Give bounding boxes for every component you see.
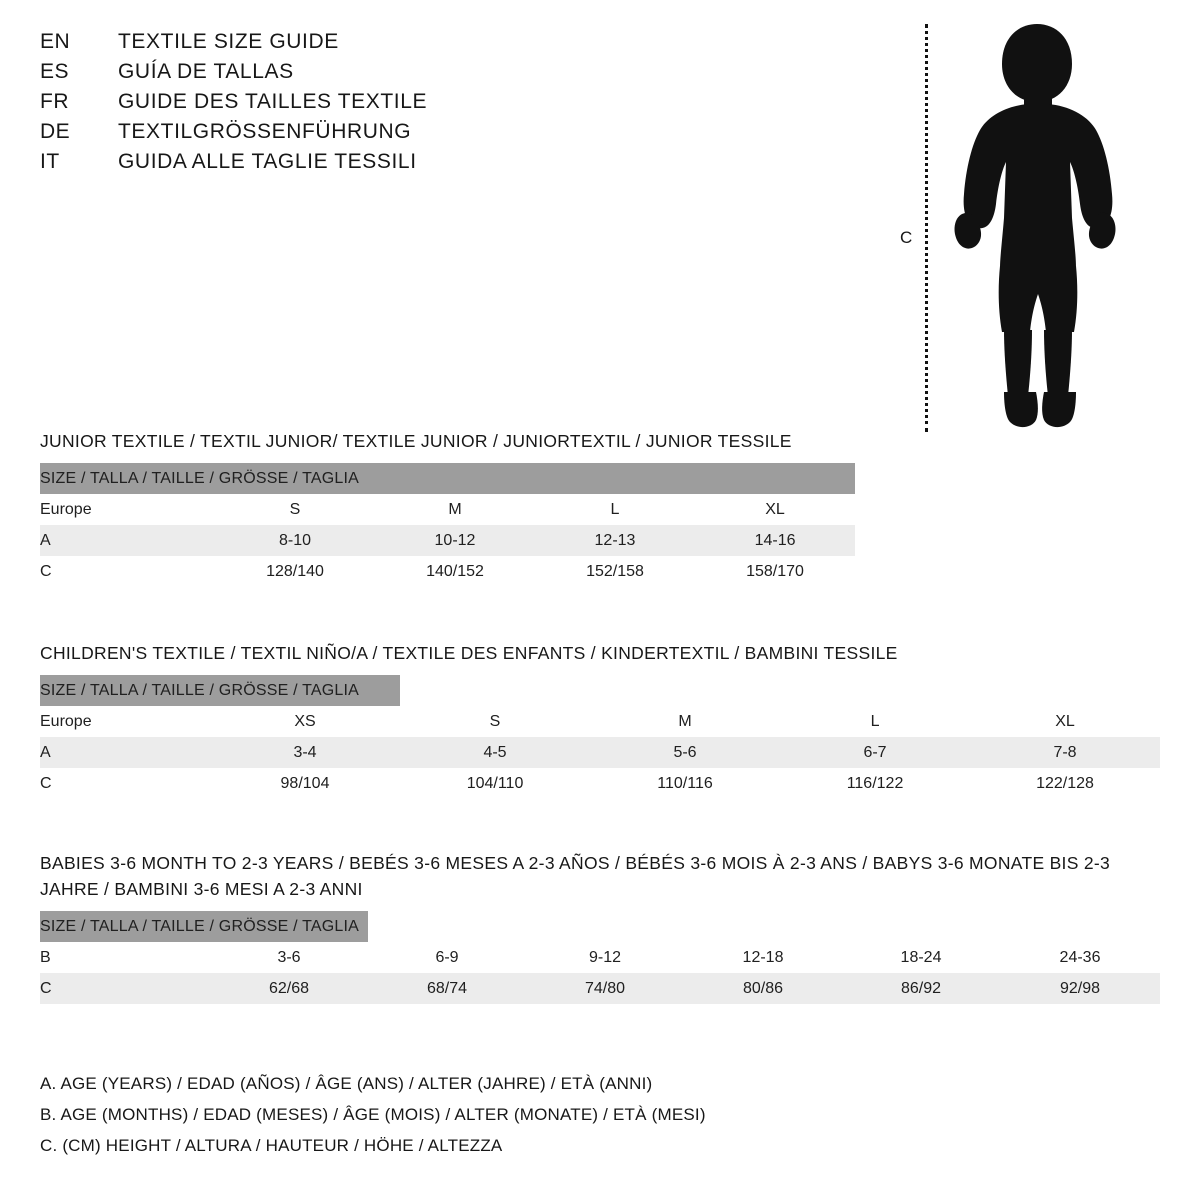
cell-value: 7-8: [970, 737, 1160, 768]
title-text-fr: GUIDE DES TAILLES TEXTILE: [118, 90, 428, 113]
title-row-es: [40, 60, 740, 90]
row-label: C: [40, 556, 215, 587]
section-title-junior: JUNIOR TEXTILE / TEXTIL JUNIOR/ TEXTILE JUNIOR / JUNIORTEXTIL / JUNIOR TESSILE: [40, 431, 792, 451]
row-label: Europe: [40, 494, 215, 525]
section-title-children: CHILDREN'S TEXTILE / TEXTIL NIÑO/A / TEXTILE DES ENFANTS / KINDERTEXTIL / BAMBINI TESSILE: [40, 643, 898, 663]
cell-value: 110/116: [590, 768, 780, 799]
cell-value: 4-5: [400, 737, 590, 768]
cell-value: XL: [970, 706, 1160, 737]
table-header-band: [40, 463, 855, 494]
language-code-es: ES: [40, 60, 70, 83]
cell-value: 12-18: [684, 942, 842, 973]
cell-value: 158/170: [695, 556, 855, 587]
title-text-it: GUIDA ALLE TAGLIE TESSILI: [118, 150, 417, 173]
cell-value: 62/68: [210, 973, 368, 1004]
table-header-band: [40, 911, 1160, 942]
footnotes-block: [40, 1068, 1160, 1161]
row-label: A: [40, 737, 210, 768]
title-text-de: TEXTILGRÖSSENFÜHRUNG: [118, 120, 412, 143]
children-size-table: [40, 675, 1160, 799]
cell-value: 80/86: [684, 973, 842, 1004]
cell-value: 68/74: [368, 973, 526, 1004]
table-row: [40, 556, 855, 587]
language-code-it: IT: [40, 150, 60, 173]
section-children-textile: [40, 640, 1160, 799]
title-row-de: [40, 120, 740, 150]
band-label-babies: SIZE / TALLA / TAILLE / GRÖSSE / TAGLIA: [40, 911, 368, 942]
table-row: [40, 525, 855, 556]
cell-value: M: [375, 494, 535, 525]
cell-value: L: [535, 494, 695, 525]
language-code-en: EN: [40, 30, 71, 53]
cell-value: 6-7: [780, 737, 970, 768]
cell-value: 3-4: [210, 737, 400, 768]
band-filler: [368, 911, 1160, 942]
cell-value: 116/122: [780, 768, 970, 799]
table-row: [40, 768, 1160, 799]
section-title-babies: BABIES 3-6 MONTH TO 2-3 YEARS / BEBÉS 3-6 MESES A 2-3 AÑOS / BÉBÉS 3-6 MOIS À 2-3 ANS / BABYS 3-6 MONATE BIS 2-3 JAHRE / BAMBINI 3-6 MESI A 2-3 ANNI: [40, 853, 1111, 899]
row-label: A: [40, 525, 215, 556]
cell-value: 140/152: [375, 556, 535, 587]
section-junior-textile: [40, 428, 1160, 587]
cell-value: XS: [210, 706, 400, 737]
row-label: B: [40, 942, 210, 973]
language-title-block: [40, 30, 740, 180]
table-row: [40, 494, 855, 525]
band-filler: [400, 675, 1160, 706]
cell-value: 74/80: [526, 973, 684, 1004]
cell-value: L: [780, 706, 970, 737]
title-row-it: [40, 150, 740, 180]
cell-value: 6-9: [368, 942, 526, 973]
row-label: C: [40, 768, 210, 799]
table-row: [40, 737, 1160, 768]
cell-value: 104/110: [400, 768, 590, 799]
footnote-height: C. (CM) HEIGHT / ALTURA / HAUTEUR / HÖHE / ALTEZZA: [40, 1136, 503, 1155]
footnote-age-years: A. AGE (YEARS) / EDAD (AÑOS) / ÂGE (ANS) / ALTER (JAHRE) / ETÀ (ANNI): [40, 1074, 653, 1093]
cell-value: 152/158: [535, 556, 695, 587]
table-row: [40, 942, 1160, 973]
cell-value: 98/104: [210, 768, 400, 799]
cell-value: 12-13: [535, 525, 695, 556]
babies-size-table: [40, 911, 1160, 1004]
cell-value: 10-12: [375, 525, 535, 556]
cell-value: 92/98: [1000, 973, 1160, 1004]
band-label-children: SIZE / TALLA / TAILLE / GRÖSSE / TAGLIA: [40, 675, 400, 706]
cell-value: 9-12: [526, 942, 684, 973]
height-marker-label: C: [900, 228, 913, 247]
cell-value: 18-24: [842, 942, 1000, 973]
cell-value: M: [590, 706, 780, 737]
band-label-junior: SIZE / TALLA / TAILLE / GRÖSSE / TAGLIA: [40, 463, 855, 494]
title-text-es: GUÍA DE TALLAS: [118, 60, 294, 83]
section-babies-textile: [40, 850, 1160, 1004]
title-text-en: TEXTILE SIZE GUIDE: [118, 30, 339, 53]
footnote-age-months: B. AGE (MONTHS) / EDAD (MESES) / ÂGE (MOIS) / ALTER (MONATE) / ETÀ (MESI): [40, 1105, 706, 1124]
cell-value: 86/92: [842, 973, 1000, 1004]
cell-value: 122/128: [970, 768, 1160, 799]
cell-value: 8-10: [215, 525, 375, 556]
cell-value: 128/140: [215, 556, 375, 587]
row-label: Europe: [40, 706, 210, 737]
height-measurement-figure: [900, 10, 1130, 435]
cell-value: 5-6: [590, 737, 780, 768]
language-code-fr: FR: [40, 90, 69, 113]
table-header-band: [40, 675, 1160, 706]
cell-value: XL: [695, 494, 855, 525]
row-label: C: [40, 973, 210, 1004]
cell-value: 24-36: [1000, 942, 1160, 973]
title-row-en: [40, 30, 740, 60]
child-silhouette-icon: [942, 18, 1127, 430]
table-row: [40, 706, 1160, 737]
cell-value: 3-6: [210, 942, 368, 973]
cell-value: S: [215, 494, 375, 525]
cell-value: 14-16: [695, 525, 855, 556]
title-row-fr: [40, 90, 740, 120]
junior-size-table: [40, 463, 855, 587]
cell-value: S: [400, 706, 590, 737]
table-row: [40, 973, 1160, 1004]
height-dashed-line: [925, 24, 928, 432]
language-code-de: DE: [40, 120, 71, 143]
